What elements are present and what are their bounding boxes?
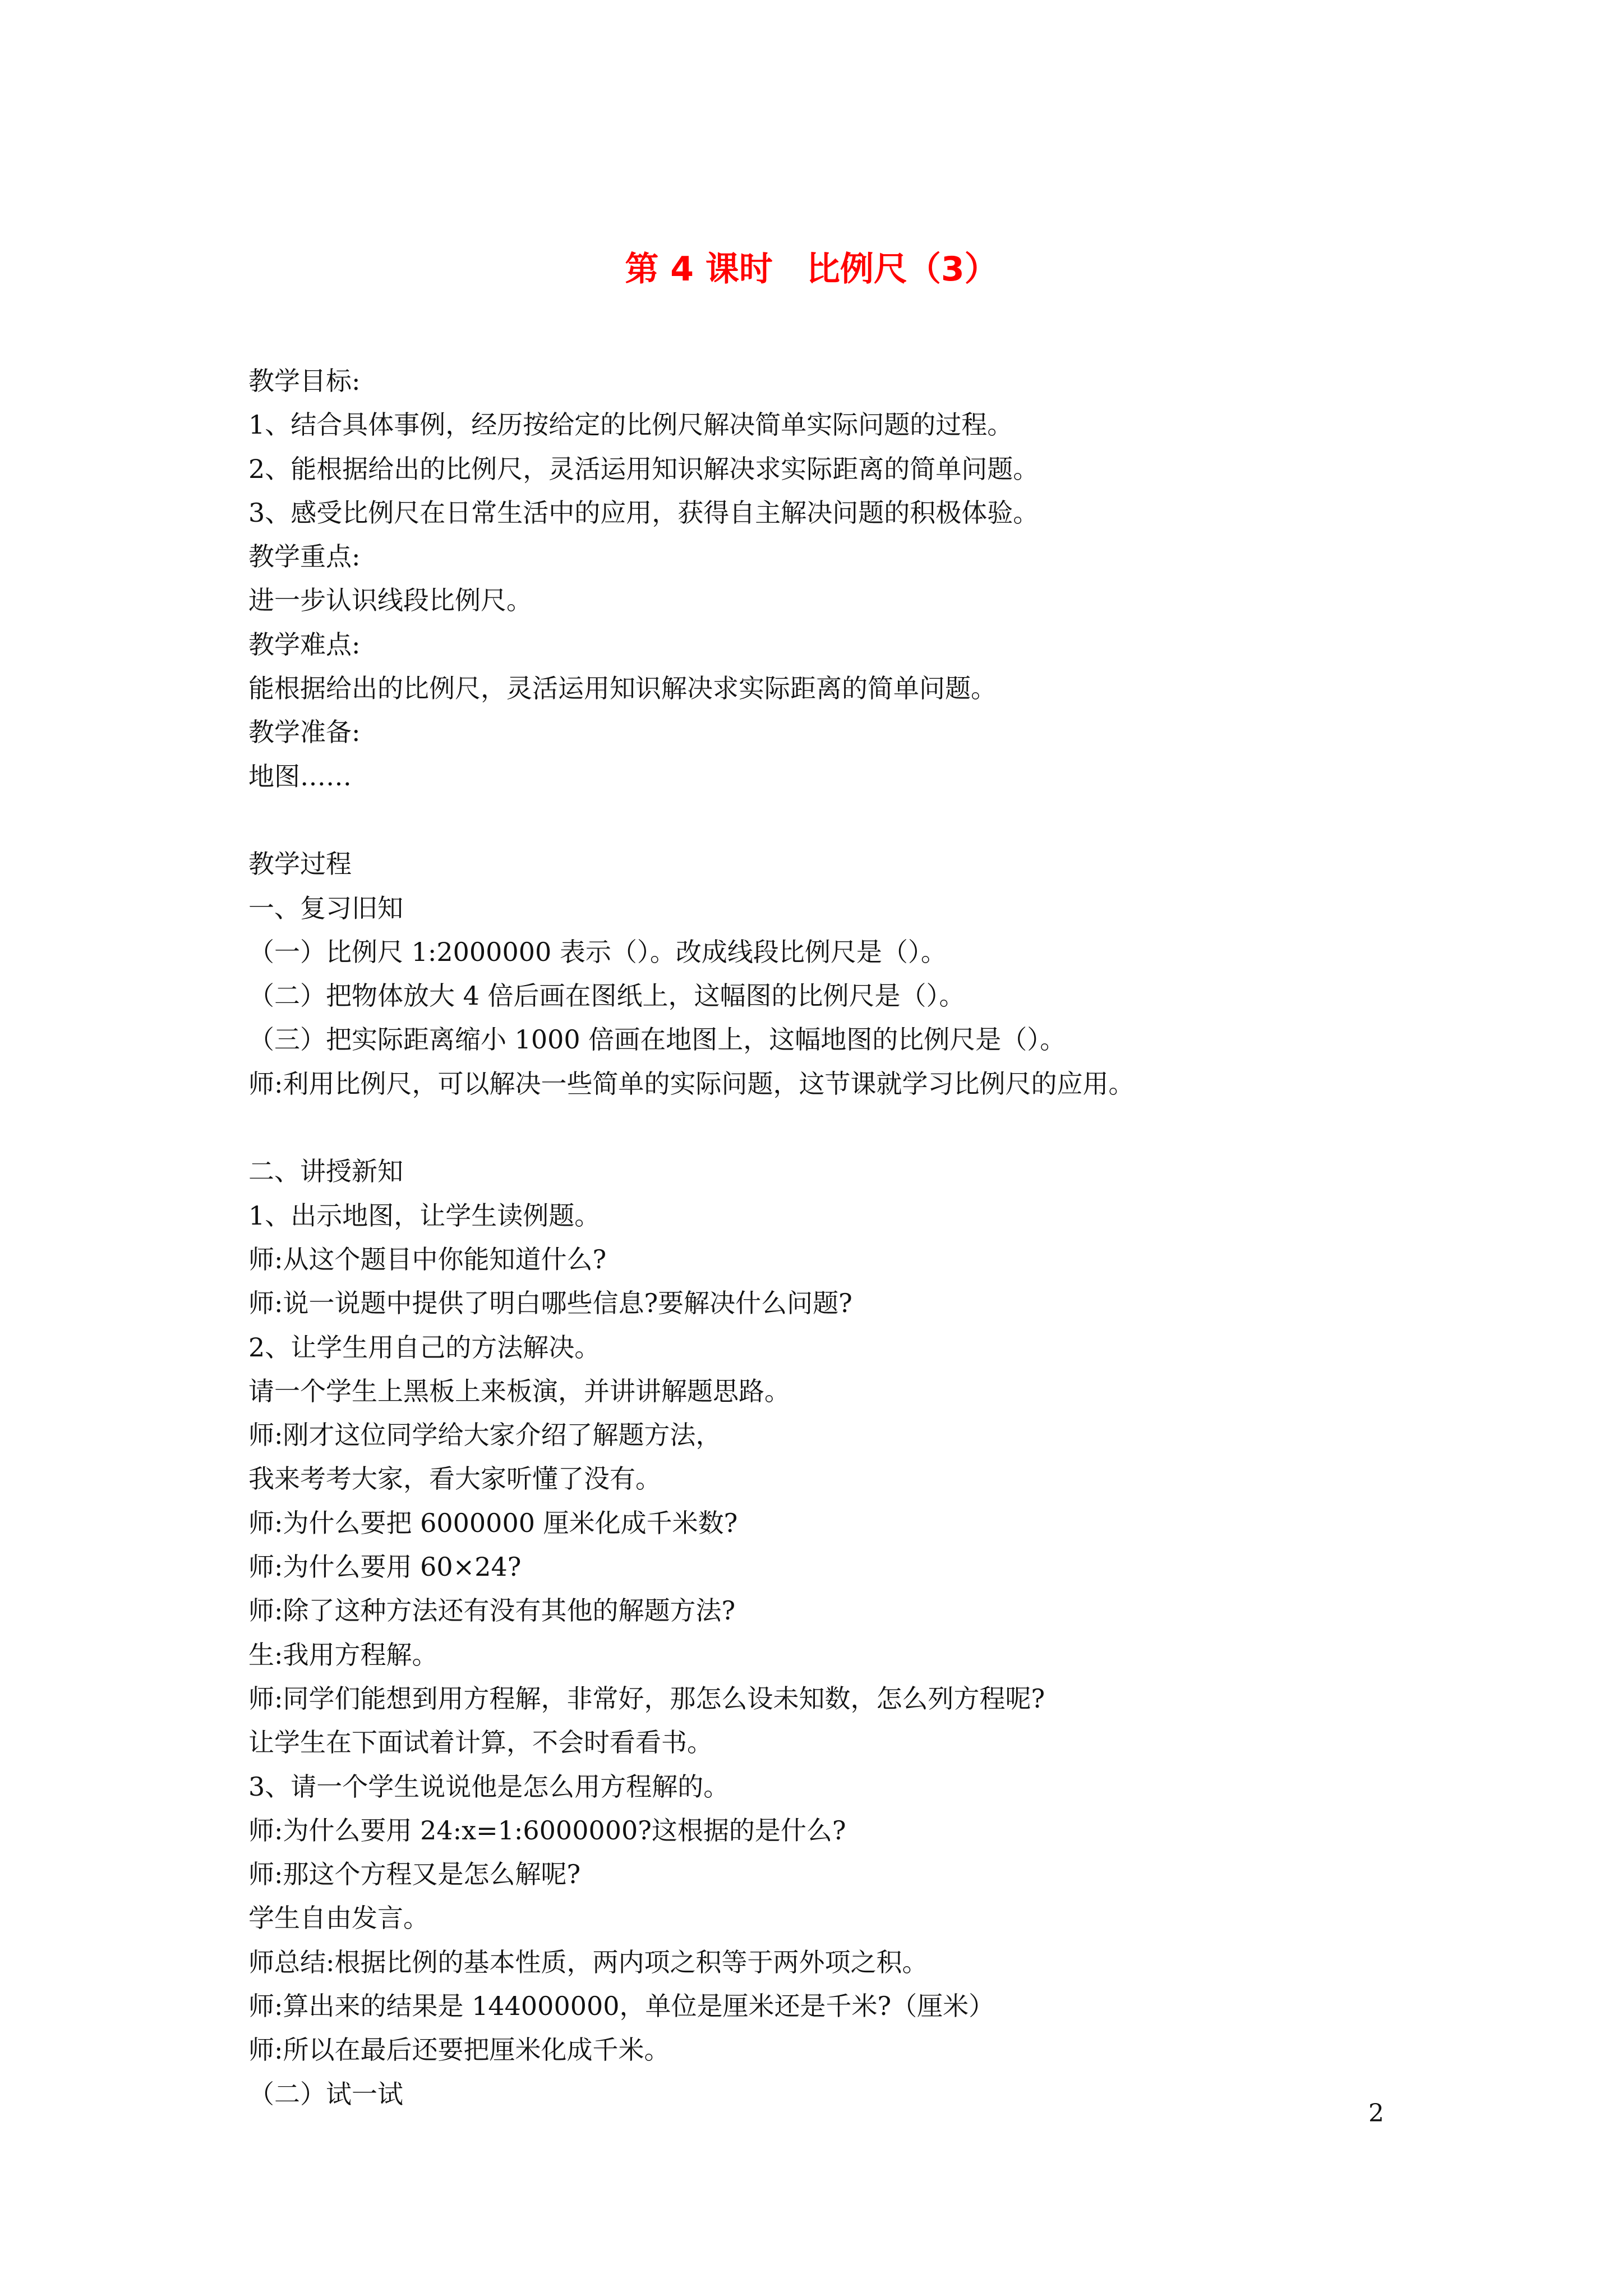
body-line: 请一个学生上黑板上来板演，并讲讲解题思路。: [248, 1375, 790, 1406]
body-line: （三）把实际距离缩小 1000 倍画在地图上，这幅地图的比例尺是（）。: [248, 1024, 1066, 1055]
body-line: 2、让学生用自己的方法解决。: [248, 1332, 601, 1363]
body-line: 教学重点:: [248, 541, 361, 572]
body-line: 2、能根据给出的比例尺，灵活运用知识解决求实际距离的简单问题。: [248, 453, 1039, 484]
body-line: 3、请一个学生说说他是怎么用方程解的。: [248, 1771, 730, 1802]
blank-line: [248, 1106, 1398, 1149]
body-line: 1、出示地图，让学生读例题。: [248, 1200, 601, 1231]
body-line: 师:从这个题目中你能知道什么?: [248, 1244, 607, 1274]
body-line: 教学难点:: [248, 629, 361, 660]
document-body: [248, 359, 1398, 2116]
body-line: 师:为什么要把 6000000 厘米化成千米数?: [248, 1507, 738, 1538]
body-line: （二）把物体放大 4 倍后画在图纸上，这幅图的比例尺是（）。: [248, 981, 965, 1011]
body-line: 师:为什么要用 24:x=1:6000000?这根据的是什么?: [248, 1815, 846, 1846]
body-line: 地图……: [248, 761, 352, 792]
body-line: 师:那这个方程又是怎么解呢?: [248, 1859, 581, 1890]
body-line: 师:刚才这位同学给大家介绍了解题方法，: [248, 1420, 722, 1451]
body-line: 师:除了这种方法还有没有其他的解题方法?: [248, 1595, 736, 1626]
page-number: 2: [1368, 2099, 1384, 2128]
body-line: 3、感受比例尺在日常生活中的应用，获得自主解决问题的积极体验。: [248, 497, 1039, 528]
body-line: 师:说一说题中提供了明白哪些信息?要解决什么问题?: [248, 1288, 852, 1319]
body-line: 让学生在下面试着计算，不会时看看书。: [248, 1727, 713, 1758]
body-line: （一）比例尺 1:2000000 表示（）。改成线段比例尺是（）。: [248, 936, 947, 967]
body-line: 师:同学们能想到用方程解，非常好，那怎么设未知数，怎么列方程呢?: [248, 1683, 1045, 1714]
blank-line: [248, 798, 1398, 842]
body-line: 教学过程: [248, 849, 352, 880]
body-line: 师:为什么要用 60×24?: [248, 1552, 522, 1582]
body-line: （二）试一试: [248, 2078, 403, 2109]
body-line: 能根据给出的比例尺，灵活运用知识解决求实际距离的简单问题。: [248, 673, 997, 704]
body-line: 生:我用方程解。: [248, 1639, 438, 1670]
body-line: 师:利用比例尺，可以解决一些简单的实际问题，这节课就学习比例尺的应用。: [248, 1068, 1135, 1099]
body-line: 进一步认识线段比例尺。: [248, 585, 532, 616]
body-line: 师:所以在最后还要把厘米化成千米。: [248, 2035, 670, 2065]
body-line: 师:算出来的结果是 144000000，单位是厘米还是千米?（厘米）: [248, 1990, 995, 2021]
body-line: 二、讲授新知: [248, 1156, 403, 1187]
body-line: 教学准备:: [248, 717, 361, 748]
body-line: 1、结合具体事例，经历按给定的比例尺解决简单实际问题的过程。: [248, 409, 1013, 440]
body-line: 教学目标:: [248, 366, 361, 396]
document-title: 第 4 课时 比例尺（3）: [625, 250, 998, 289]
body-line: 一、复习旧知: [248, 892, 403, 923]
body-line: 我来考考大家，看大家听懂了没有。: [248, 1464, 661, 1494]
body-line: 学生自由发言。: [248, 1903, 429, 1934]
body-line: 师总结:根据比例的基本性质，两内项之积等于两外项之积。: [248, 1947, 928, 1977]
